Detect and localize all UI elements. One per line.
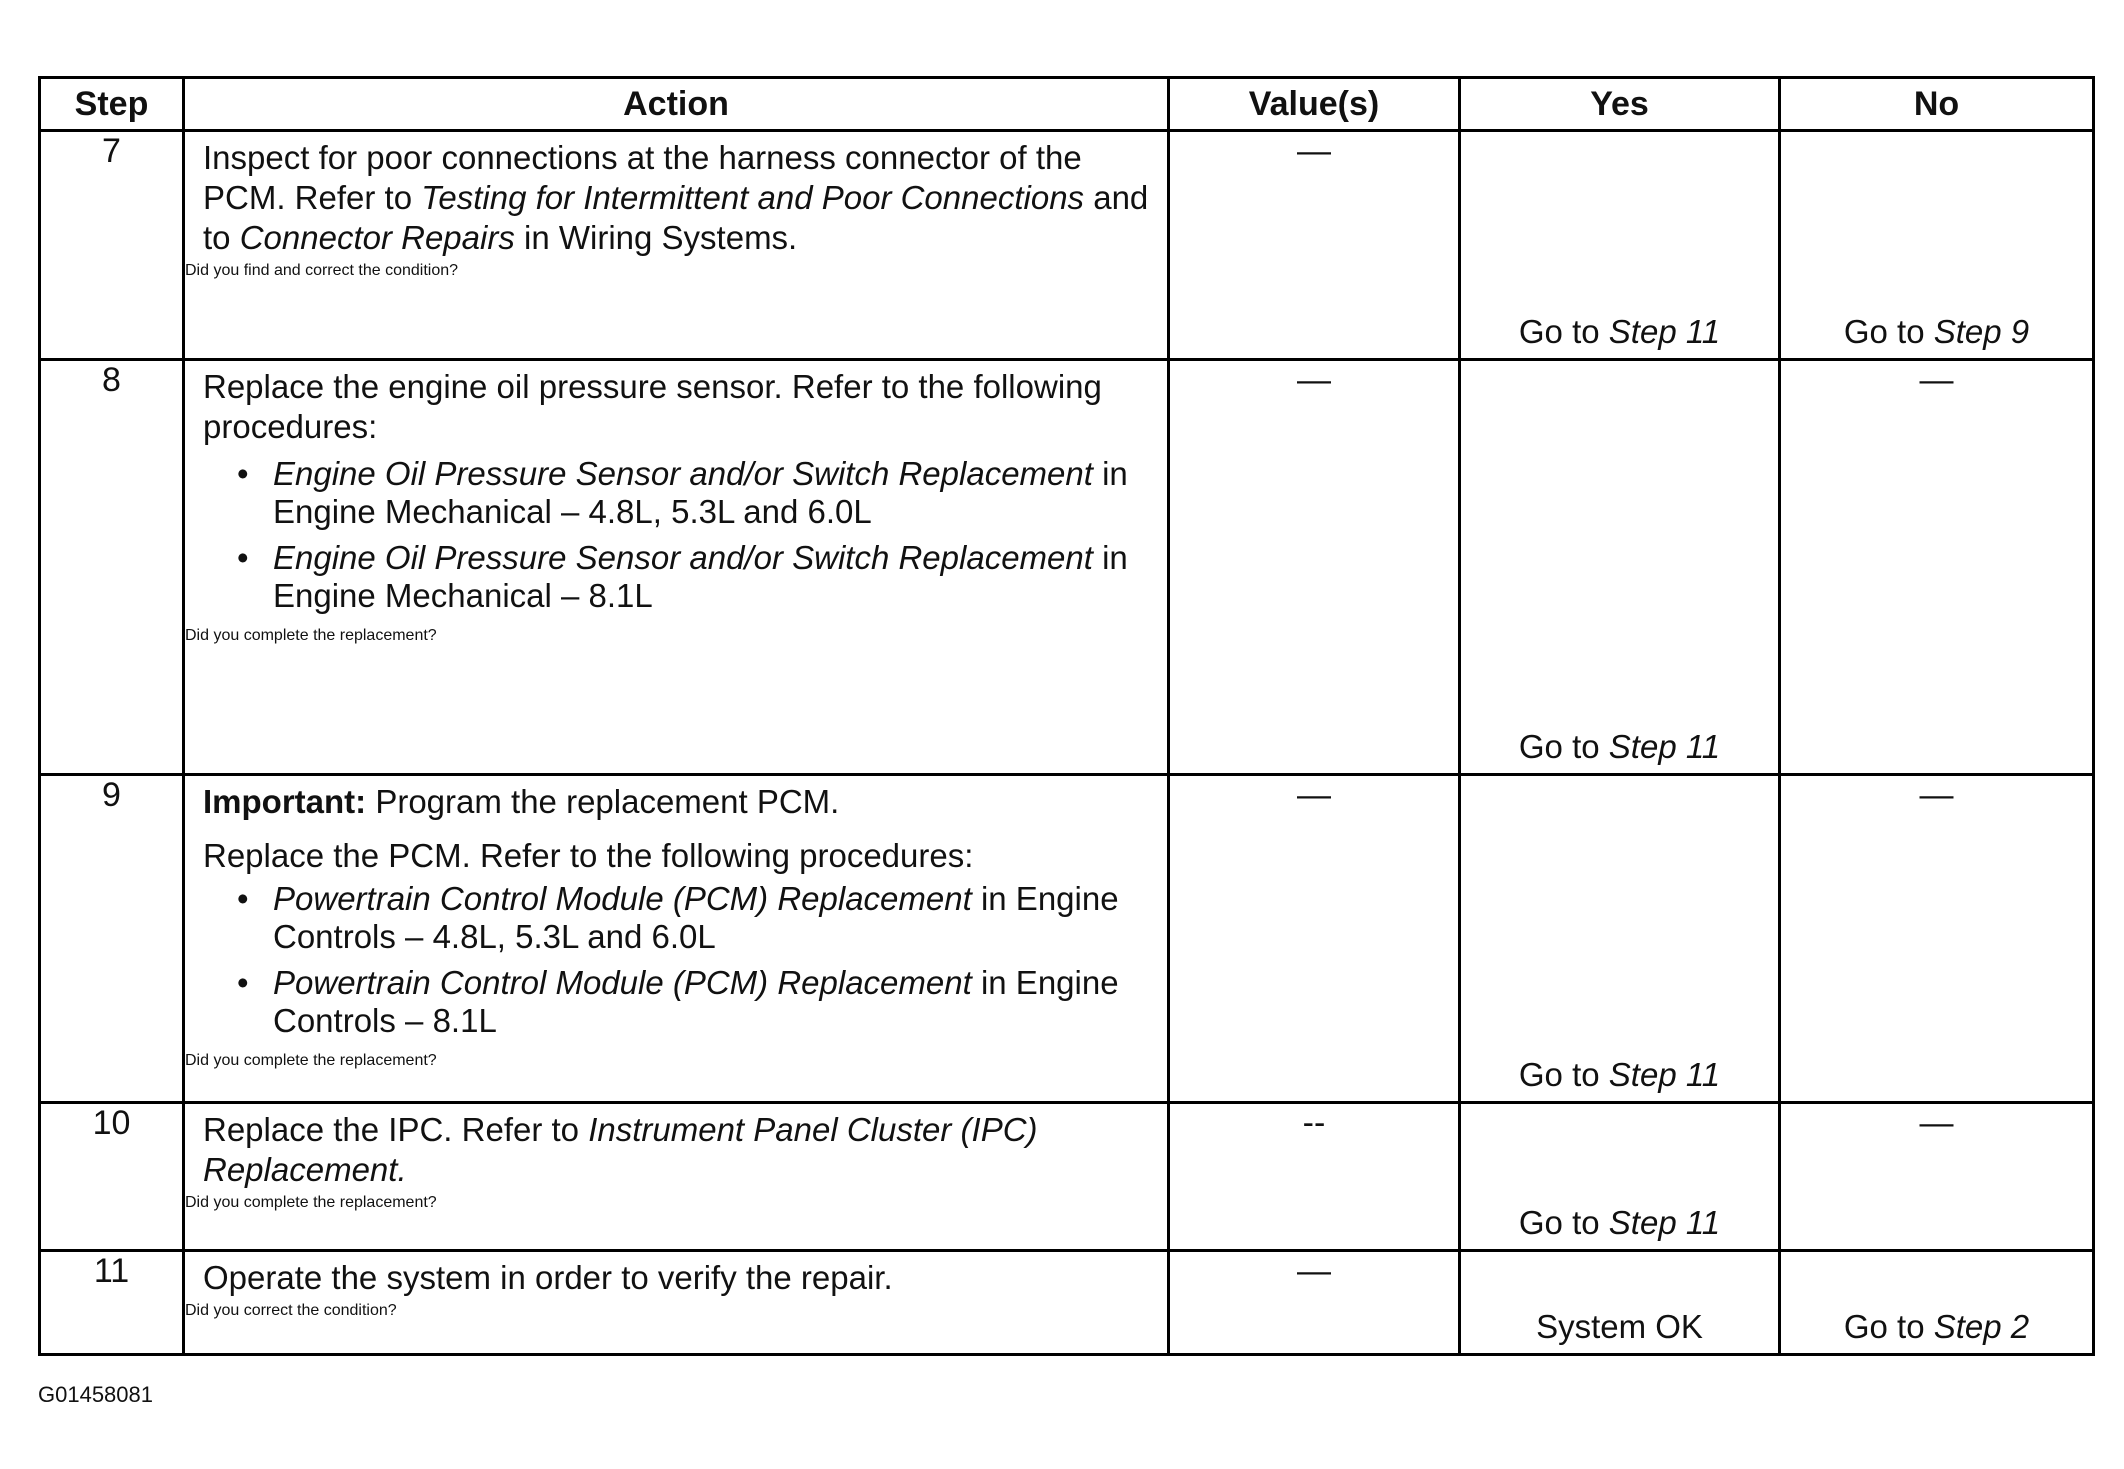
question-text: Did you complete the replacement? <box>185 1194 437 1211</box>
yes-cell: Go to Step 11 <box>1460 131 1780 360</box>
step-link: Step 2 <box>1933 1308 2030 1345</box>
table-row <box>40 360 2094 775</box>
table-row <box>40 131 2094 360</box>
header-step: Step <box>40 78 184 131</box>
step-number: 11 <box>40 1251 184 1355</box>
step-link: Step 11 <box>1608 313 1721 350</box>
header-yes: Yes <box>1460 78 1780 131</box>
action-cell <box>184 775 1169 1103</box>
figure-id: G01458081 <box>38 1382 153 1407</box>
action-text: Operate the system in order to verify the repair. <box>203 1259 893 1296</box>
table-row <box>40 1103 2094 1251</box>
no-cell: Go to Step 2 <box>1780 1251 2094 1355</box>
header-row <box>40 78 2094 131</box>
step-link: Step 11 <box>1608 1204 1721 1241</box>
action-cell <box>184 1251 1169 1355</box>
ref-link: Connector Repairs <box>239 219 515 256</box>
list-item: • Engine Oil Pressure Sensor and/or Switch Replacement in Engine Mechanical – 8.1L <box>273 539 1149 615</box>
step-link: Step 9 <box>1933 313 2030 350</box>
header-no: No <box>1780 78 2094 131</box>
diagnostic-table <box>38 76 2095 1356</box>
question-text: Did you correct the condition? <box>185 1302 397 1319</box>
ref-link: Testing for Intermittent and Poor Connections <box>421 179 1085 216</box>
list-item: • Engine Oil Pressure Sensor and/or Switch Replacement in Engine Mechanical – 4.8L, 5.3L and 6.0L <box>273 455 1149 531</box>
question-text: Did you complete the replacement? <box>185 1052 437 1069</box>
header-values: Value(s) <box>1169 78 1460 131</box>
action-text: Replace the IPC. Refer to Instrument Panel Cluster (IPC) Replacement. <box>203 1111 1038 1188</box>
step-link: Step 11 <box>1608 1056 1721 1093</box>
yes-cell: System OK <box>1460 1251 1780 1355</box>
yes-cell: Go to Step 11 <box>1460 1103 1780 1251</box>
table-row <box>40 775 2094 1103</box>
step-number: 10 <box>40 1103 184 1251</box>
value-cell: — <box>1169 1251 1460 1355</box>
step-link: Step 11 <box>1608 728 1721 765</box>
yes-cell: Go to Step 11 <box>1460 775 1780 1103</box>
action-cell <box>184 131 1169 360</box>
yes-cell: Go to Step 11 <box>1460 360 1780 775</box>
step-number: 9 <box>40 775 184 1103</box>
header-action: Action <box>184 78 1169 131</box>
action-cell <box>184 360 1169 775</box>
step-number: 7 <box>40 131 184 360</box>
action-text: Replace the PCM. Refer to the following procedures: <box>203 837 974 874</box>
question-text: Did you complete the replacement? <box>185 627 437 644</box>
no-cell: Go to Step 9 <box>1780 131 2094 360</box>
value-cell: — <box>1169 775 1460 1103</box>
ref-link: Instrument Panel Cluster (IPC) Replacement. <box>203 1111 1038 1188</box>
list-item: • Powertrain Control Module (PCM) Replacement in Engine Controls – 8.1L <box>273 964 1149 1040</box>
value-cell: — <box>1169 131 1460 360</box>
question-text: Did you find and correct the condition? <box>185 262 459 279</box>
action-text: Replace the engine oil pressure sensor. Refer to the following procedures: <box>203 368 1102 445</box>
action-cell <box>184 1103 1169 1251</box>
no-cell: — <box>1780 360 2094 775</box>
value-cell: — <box>1169 360 1460 775</box>
important-note: Important: Program the replacement PCM. <box>203 783 840 820</box>
value-cell: -- <box>1169 1103 1460 1251</box>
no-cell: — <box>1780 1103 2094 1251</box>
table-row <box>40 1251 2094 1355</box>
list-item: • Powertrain Control Module (PCM) Replacement in Engine Controls – 4.8L, 5.3L and 6.0L <box>273 880 1149 956</box>
action-text: Inspect for poor connections at the harness connector of the PCM. Refer to Testing for Intermittent and Poor Connections and to Connector Repairs in Wiring Systems. <box>203 139 1149 256</box>
step-number: 8 <box>40 360 184 775</box>
no-cell: — <box>1780 775 2094 1103</box>
